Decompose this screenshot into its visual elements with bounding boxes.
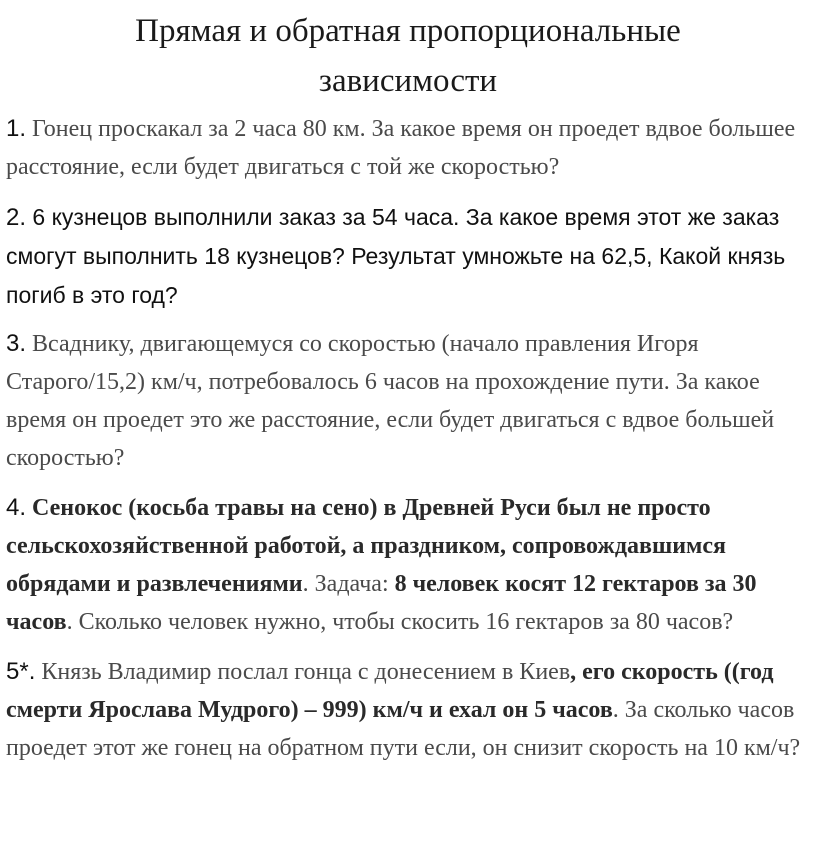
- task-3-number: 3.: [6, 330, 27, 357]
- task-5-number: 5*.: [6, 658, 36, 685]
- task-4-text-2: . Сколько человек нужно, чтобы скосить 16 гектаров за 80 часов?: [66, 609, 734, 635]
- task-4-number: 4.: [6, 494, 27, 521]
- task-3: [6, 325, 810, 477]
- task-2-text: 6 кузнецов выполнили заказ за 54 часа. За какое время этот же заказ смогут выполнить 18 кузнецов? Результат умножьте на 62,5, Какой князь погиб в это год?: [6, 204, 786, 308]
- task-4: [6, 489, 810, 641]
- task-5-text-1: Князь Владимир послал гонца с донесением в Киев: [35, 659, 571, 685]
- task-4-text-1: . Задача:: [302, 571, 395, 597]
- task-1-text: Гонец проскакал за 2 часа 80 км. За какое время он проедет вдвое большее расстояние, если будет двигаться с той же скоростью?: [6, 116, 796, 180]
- task-4-bold-condition: 8 человек косят 12 гектаров за 30 часов: [6, 571, 757, 635]
- task-5: [6, 653, 810, 767]
- task-1: [6, 110, 810, 186]
- task-5-text-2: . За сколько часов проедет этот же гонец на обратном пути если, он снизит скорость на 10 км/ч?: [6, 697, 801, 761]
- task-5-bold-condition: , его скорость ((год смерти Ярослава Мудрого) – 999) км/ч и ехал он 5 часов: [6, 659, 774, 723]
- task-2: [6, 198, 810, 315]
- page-title: [6, 6, 810, 106]
- title-line-1: Прямая и обратная пропорциональные: [135, 13, 681, 49]
- task-1-number: 1.: [6, 115, 27, 142]
- task-3-text: Всаднику, двигающемуся со скоростью (начало правления Игоря Старого/15,2) км/ч, потребовалось 6 часов на прохождение пути. За какое время он проедет это же расстояние, если будет двигаться с вдвое большей скоростью?: [6, 331, 775, 471]
- task-2-number: 2.: [6, 204, 27, 231]
- title-line-2: зависимости: [318, 63, 498, 99]
- task-4-bold-intro: Сенокос (косьба травы на сено) в Древней Руси был не просто сельскохозяйственной работой, а праздником, сопровождавшимся обрядами и развлечениями: [6, 495, 727, 597]
